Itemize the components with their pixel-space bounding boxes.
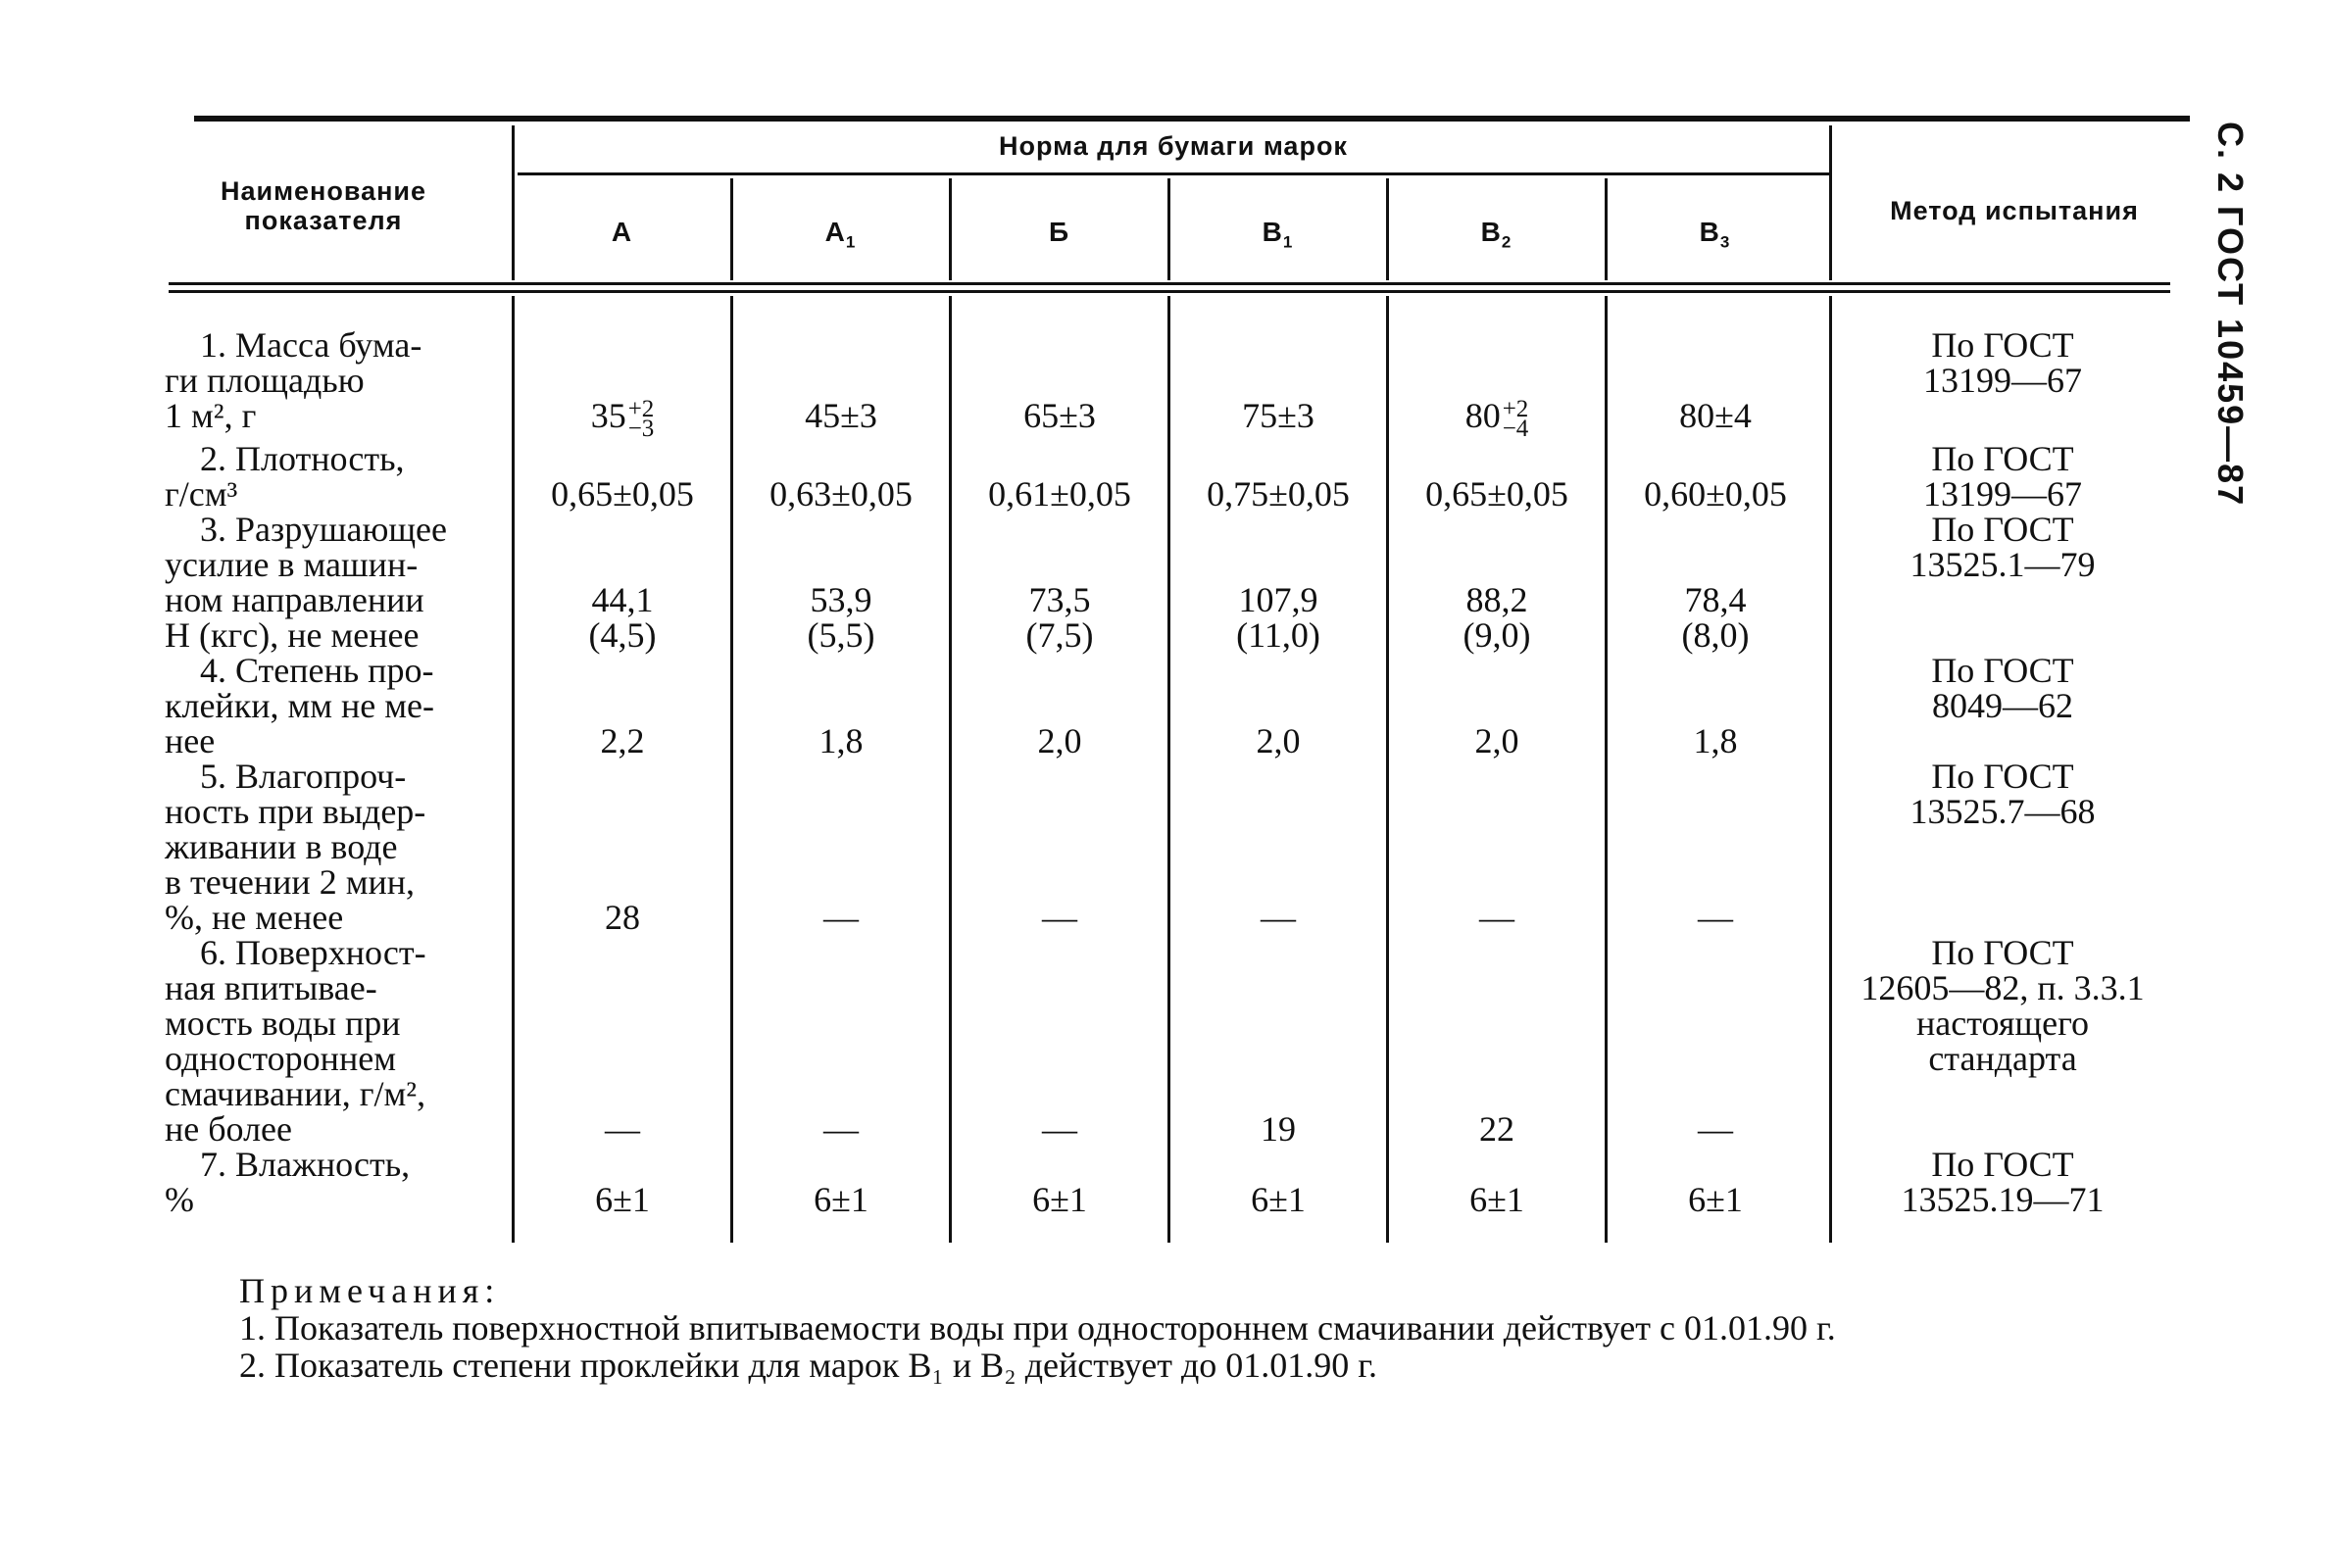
method-line: По ГОСТ <box>1931 651 2074 690</box>
grade-letter: А <box>611 217 633 247</box>
cell-main-value: 53,9 <box>810 580 872 619</box>
tolerance-upper: +2 <box>1502 395 1529 422</box>
grade-letter: А <box>824 217 846 247</box>
cell-main-value: 19 <box>1261 1109 1296 1149</box>
table-cell-value <box>1388 900 1606 935</box>
test-method <box>1831 441 2174 512</box>
indicator-line: не более <box>165 1109 293 1149</box>
cell-main-value: — <box>1479 898 1514 937</box>
notes-title: Примечания: <box>239 1271 501 1310</box>
indicator-line: ность при выдер- <box>165 792 426 831</box>
grade-column-header <box>952 218 1166 247</box>
header-double-rule-top <box>169 282 2170 285</box>
cell-main-value: 75±3 <box>1242 396 1314 435</box>
indicator-line: 6. Поверхност- <box>200 933 426 972</box>
table-cell-value <box>732 582 950 653</box>
cell-main-value: 0,63±0,05 <box>769 474 913 514</box>
cell-main-value: 107,9 <box>1238 580 1318 619</box>
table-cell-value <box>1388 723 1606 759</box>
grade-letter: В <box>1699 217 1720 247</box>
cell-main-value: 0,75±0,05 <box>1207 474 1350 514</box>
cell-main-value: 2,2 <box>600 721 645 760</box>
note-item: 2. Показатель степени проклейки для марок В₁ и В₂ действует до 01.01.90 г. <box>239 1346 1377 1385</box>
cell-main-value: 65±3 <box>1023 396 1096 435</box>
cell-main-value: 0,61±0,05 <box>988 474 1131 514</box>
table-cell-value <box>951 476 1168 512</box>
grade-subscript: 1 <box>845 232 857 252</box>
method-line: 13199—67 <box>1923 474 2082 514</box>
cell-main-value: 80±4 <box>1679 396 1752 435</box>
method-line: настоящего <box>1916 1004 2089 1043</box>
body-divider <box>949 296 952 1243</box>
indicator-name <box>165 1147 488 1217</box>
table-cell-value <box>1169 398 1387 433</box>
method-line: 8049—62 <box>1932 686 2073 725</box>
cell-main-value: 6±1 <box>814 1180 868 1219</box>
cell-main-value: 6±1 <box>1251 1180 1306 1219</box>
cell-main-value: — <box>1698 898 1733 937</box>
header-divider <box>1829 125 1832 280</box>
table-cell-value <box>1388 476 1606 512</box>
grade-subscript: 3 <box>1719 232 1731 252</box>
grade-letter: В <box>1480 217 1502 247</box>
table-cell-value <box>732 900 950 935</box>
cell-main-value: 0,60±0,05 <box>1644 474 1787 514</box>
table-top-rule <box>194 116 2190 122</box>
cell-main-value: 28 <box>605 898 640 937</box>
indicator-line: %, не менее <box>165 898 344 937</box>
table-cell-value <box>1169 582 1387 653</box>
test-method <box>1831 653 2174 723</box>
method-column-header: Метод испытания <box>1890 196 2139 225</box>
cell-secondary-value: (11,0) <box>1236 615 1320 655</box>
grade-column-header <box>1170 218 1385 258</box>
method-line: По ГОСТ <box>1931 757 2074 796</box>
indicator-line: 1. Масса бума- <box>200 325 422 365</box>
table-cell-value <box>1607 723 1824 759</box>
notes <box>239 1272 1836 1384</box>
norm-header: Норма для бумаги марок <box>999 131 1348 161</box>
grade-column-header <box>515 218 729 247</box>
test-method <box>1831 1147 2174 1217</box>
grade-subscript: 2 <box>1501 232 1513 252</box>
cell-main-value: 35 <box>590 396 626 435</box>
table-cell-value <box>732 1182 950 1217</box>
table-cell-value <box>514 395 731 442</box>
indicator-line: 3. Разрушающее <box>200 510 448 549</box>
indicator-line: ная впитывае- <box>165 968 377 1007</box>
table-cell-value <box>1169 723 1387 759</box>
method-line: По ГОСТ <box>1931 439 2074 478</box>
table-cell-value <box>1169 1182 1387 1217</box>
indicator-line: живании в воде <box>165 827 398 866</box>
table-cell-value <box>514 900 731 935</box>
method-line: По ГОСТ <box>1931 510 2074 549</box>
indicator-line: усилие в машин- <box>165 545 419 584</box>
grade-letter: Б <box>1048 217 1070 247</box>
cell-main-value: 0,65±0,05 <box>1425 474 1568 514</box>
table-cell-value <box>951 900 1168 935</box>
cell-main-value: 0,65±0,05 <box>551 474 694 514</box>
indicator-line: 4. Степень про- <box>200 651 434 690</box>
cell-main-value: 6±1 <box>1032 1180 1087 1219</box>
grade-letter: В <box>1262 217 1283 247</box>
indicator-line: нее <box>165 721 216 760</box>
table-cell-value <box>1388 395 1606 442</box>
cell-secondary-value: (7,5) <box>1025 615 1094 655</box>
cell-main-value: 44,1 <box>591 580 654 619</box>
method-line: По ГОСТ <box>1931 1145 2074 1184</box>
table-cell-value <box>951 1111 1168 1147</box>
table-cell-value <box>1388 1111 1606 1147</box>
tolerance <box>1502 395 1529 442</box>
indicator-line: ном направлении <box>165 580 424 619</box>
header-divider <box>512 125 515 280</box>
grade-column-header <box>1608 218 1822 258</box>
indicator-line: % <box>165 1180 194 1219</box>
indicator-line: клейки, мм не ме- <box>165 686 435 725</box>
tolerance <box>627 395 655 442</box>
cell-main-value: 88,2 <box>1465 580 1528 619</box>
table-cell-value <box>951 723 1168 759</box>
method-line: стандарта <box>1928 1039 2077 1078</box>
table-cell-value <box>732 398 950 433</box>
cell-main-value: — <box>823 1109 859 1149</box>
test-method <box>1831 512 2174 582</box>
table-cell-value <box>1607 476 1824 512</box>
cell-secondary-value: (4,5) <box>588 615 657 655</box>
indicator-line: одностороннем <box>165 1039 396 1078</box>
indicator-line: мость воды при <box>165 1004 401 1043</box>
indicator-name <box>165 935 488 1147</box>
cell-main-value: 2,0 <box>1474 721 1519 760</box>
cell-main-value: 80 <box>1464 396 1501 435</box>
table-cell-value <box>732 1111 950 1147</box>
method-line: 13525.1—79 <box>1909 545 2096 584</box>
grade-column-header <box>733 218 948 258</box>
body-divider <box>1167 296 1170 1243</box>
tolerance-lower: −4 <box>1502 415 1529 442</box>
indicator-line: ги площадью <box>165 361 365 400</box>
cell-main-value: 6±1 <box>595 1180 650 1219</box>
cell-main-value: 2,0 <box>1037 721 1082 760</box>
indicator-line: г/см³ <box>165 474 238 514</box>
table-cell-value <box>732 476 950 512</box>
method-line: 13525.7—68 <box>1909 792 2096 831</box>
test-method <box>1831 759 2174 829</box>
table-cell-value <box>1607 1182 1824 1217</box>
indicator-name <box>165 512 488 653</box>
indicator-name <box>165 759 488 935</box>
tolerance-upper: +2 <box>627 395 655 422</box>
grade-column-header <box>1389 218 1604 258</box>
cell-main-value: 73,5 <box>1028 580 1091 619</box>
table-cell-value <box>1388 1182 1606 1217</box>
table-cell-value <box>1169 900 1387 935</box>
grade-subscript: 1 <box>1282 232 1294 252</box>
cell-main-value: 6±1 <box>1688 1180 1743 1219</box>
indicator-line: смачивании, г/м², <box>165 1074 426 1113</box>
table-cell-value <box>514 1111 731 1147</box>
table-cell-value <box>951 582 1168 653</box>
indicator-line: 2. Плотность, <box>200 439 405 478</box>
table-cell-value <box>1607 582 1824 653</box>
table-cell-value <box>1607 900 1824 935</box>
method-line: По ГОСТ <box>1931 325 2074 365</box>
method-line: 12605—82, п. 3.3.1 <box>1860 968 2145 1007</box>
indicator-line: Н (кгс), не менее <box>165 615 420 655</box>
tolerance-lower: −3 <box>627 415 655 442</box>
method-line: По ГОСТ <box>1931 933 2074 972</box>
cell-main-value: 78,4 <box>1684 580 1747 619</box>
indicator-line: 1 м², г <box>165 396 257 435</box>
cell-main-value: 22 <box>1479 1109 1514 1149</box>
cell-main-value: 1,8 <box>1693 721 1738 760</box>
note-item: 1. Показатель поверхностной впитываемости воды при одностороннем смачивании действует с 01.01.90 г. <box>239 1308 1836 1348</box>
cell-main-value: 2,0 <box>1256 721 1301 760</box>
cell-main-value: — <box>1042 898 1077 937</box>
cell-secondary-value: (9,0) <box>1463 615 1531 655</box>
table-cell-value <box>1169 1111 1387 1147</box>
norm-header-rule <box>518 172 1831 175</box>
cell-main-value: — <box>1042 1109 1077 1149</box>
indicator-name <box>165 441 488 512</box>
page-label: С. 2 ГОСТ 10459—87 <box>2210 122 2251 508</box>
table-cell-value <box>1169 476 1387 512</box>
cell-main-value: — <box>605 1109 640 1149</box>
table-cell-value <box>951 1182 1168 1217</box>
cell-secondary-value: (5,5) <box>807 615 875 655</box>
indicator-line: 7. Влажность, <box>200 1145 411 1184</box>
method-line: 13525.19—71 <box>1901 1180 2105 1219</box>
cell-main-value: 45±3 <box>805 396 877 435</box>
cell-main-value: — <box>823 898 859 937</box>
method-line: 13199—67 <box>1923 361 2082 400</box>
table-cell-value <box>951 398 1168 433</box>
cell-main-value: 1,8 <box>818 721 864 760</box>
cell-main-value: — <box>1698 1109 1733 1149</box>
cell-secondary-value: (8,0) <box>1681 615 1750 655</box>
indicator-line: в течении 2 мин, <box>165 862 416 902</box>
table-cell-value <box>514 1182 731 1217</box>
table-cell-value <box>1607 398 1824 433</box>
indicator-line: 5. Влагопроч- <box>200 757 407 796</box>
indicator-column-header: Наименование показателя <box>220 176 427 235</box>
header-double-rule-bottom <box>169 290 2170 293</box>
cell-main-value: 6±1 <box>1469 1180 1524 1219</box>
table-cell-value <box>514 582 731 653</box>
test-method <box>1831 935 2174 1076</box>
test-method <box>1831 327 2174 398</box>
indicator-name <box>165 327 488 433</box>
table-cell-value <box>514 723 731 759</box>
cell-main-value: — <box>1261 898 1296 937</box>
table-cell-value <box>514 476 731 512</box>
table-cell-value <box>732 723 950 759</box>
table-cell-value <box>1607 1111 1824 1147</box>
indicator-name <box>165 653 488 759</box>
table-cell-value <box>1388 582 1606 653</box>
